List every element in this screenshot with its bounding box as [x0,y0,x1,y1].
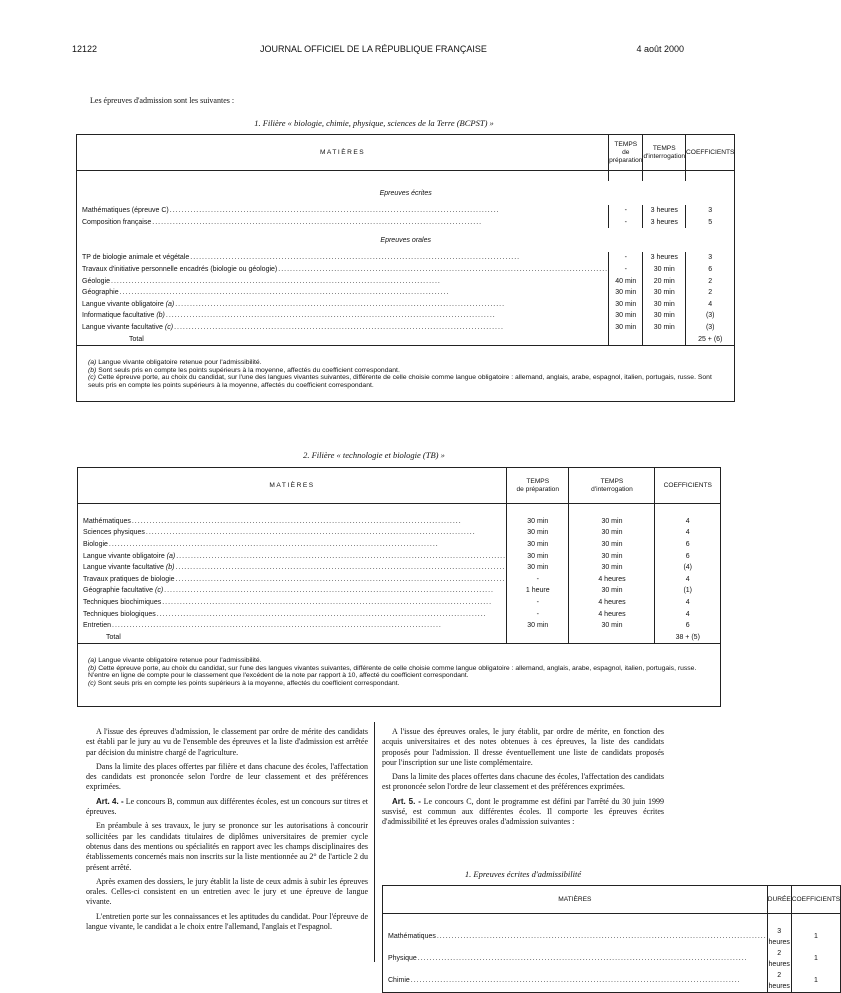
value-cell: 30 min [643,264,686,276]
subject-cell: Techniques biochimiques................................................................................................................ [78,597,507,609]
table-row [78,527,721,539]
col-header-matieres: MATIÈRES [78,468,507,504]
value-cell: 30 min [507,562,569,574]
value-cell: 3 heures [643,217,686,229]
value-cell: 20 min [643,275,686,287]
col-header-coef: COEFFICIENTS [686,135,735,171]
value-cell: 2 [686,275,735,287]
table-row [78,550,721,562]
subject-cell: Langue vivante obligatoire (a)................................................................................................................ [78,550,507,562]
subject-cell: Informatique facultative (b)................................................................................................................ [77,310,609,322]
value-cell: 6 [655,620,721,632]
intro-text: Les épreuves d'admission sont les suivantes : [90,96,235,105]
subject-cell: Langue vivante obligatoire (a)................................................................................................................ [77,299,609,311]
value-cell: 30 min [507,620,569,632]
subject-cell: Géographie facultative (c)................................................................................................................ [78,585,507,597]
value-cell: 3 [686,205,735,217]
value-cell: 30 min [569,527,655,539]
col-header-coef: COEFFICIENTS [655,468,721,504]
paragraph: A l'issue des épreuves d'admission, le classement par ordre de mérite des candidats est établi par le jury au vu de l'ensemble des épreuves et la liste d'admission est arrêtée par décision du ministre chargé de l'agriculture. [86,727,368,757]
value-cell: 2 heures [768,949,790,968]
value-cell: - [507,608,569,620]
col-header-matieres: MATIÈRES [383,886,768,914]
value-cell: 30 min [569,550,655,562]
page-header [72,44,684,58]
footnote: (b) Cette épreuve porte, au choix du candidat, sur l'une des langues vivantes suivantes, différente de celle choisie comme langue obligatoire : allemand, anglais, arabe, espagnol, italien, portugais, russe. N'entre en ligne de compte pour le classement que l'excédent de la note par rapport à 10, affecté du coefficient correspondant. [88,664,697,680]
value-cell: 30 min [507,539,569,551]
subject-cell: Mathématiques (épreuve C)................................................................................................................ [77,205,609,217]
value-cell: 30 min [507,550,569,562]
value-cell: 2 [686,287,735,299]
table-row [383,926,841,948]
subject-cell: Sciences physiques................................................................................................................ [78,527,507,539]
left-column [86,727,368,936]
table-row [78,620,721,632]
value-cell: 30 min [643,322,686,334]
col-header-duree: DURÉE [767,886,791,914]
paragraph: En préambule à ses travaux, le jury se prononce sur les autorisations à concourir sollicitées par les candidats titulaires de diplômes universitaires de premier cycle obtenus dans des mentions ou spécialités en rapport avec les champs disciplinaires des établissements concernés mais non inscrits sur la liste mentionnée au 2° de l'article 2 du présent arrêté. [86,821,368,872]
value-cell: 2 heures [767,970,791,993]
table-row [383,970,841,993]
value-cell: 30 min [507,516,569,528]
value-cell: 1 [791,948,840,970]
value-cell: 6 [686,264,735,276]
value-cell: 4 [655,597,721,609]
subject-cell: Géographie................................................................................................................ [77,287,609,299]
table-row [78,562,721,574]
table-row [78,608,721,620]
value-cell: 4 [686,299,735,311]
subheading-oral: Epreuves orales [380,236,431,244]
value-cell: 4 heures [569,608,655,620]
value-cell: 30 min [569,562,655,574]
article-5: Art. 5. - Le concours C, dont le programme est défini par l'arrêté du 30 juin 1999 susvisé, est commun aux différentes écoles. Il comporte les épreuves écrites d'admissibilité et les épreuves orales d'admission suivantes : [382,796,665,827]
subject-cell: Mathématiques................................................................................................................ [78,516,507,528]
subject-cell: Physique................................................................................................................ [383,948,768,970]
value-cell: 1 [791,926,840,948]
footnote: (a) Langue vivante obligatoire retenue pour l'admissibilité. [88,657,262,664]
table-row [77,322,735,334]
footnote: (c) Cette épreuve porte, au choix du candidat, sur l'une des langues vivantes suivantes, différente de celle choisie comme langue obligatoire : allemand, anglais, arabe, espagnol, italien, portugais, russe. Sont seuls pris en compte les points supérieurs à la moyenne, affectés du coefficient correspondant. [88,374,712,389]
col-header-prep: TEMPS de préparation [609,135,643,171]
subject-cell: Langue vivante facultative (c)................................................................................................................ [77,322,609,334]
paragraph: A l'issue des épreuves orales, le jury établit, par ordre de mérite, en fonction des acquis universitaires et des notes obtenues à ces épreuves, la liste des candidats proposés pour l'admission. Il dresse éventuellement une liste de candidats proposés pour l'inscription sur une liste complémentaire. [382,727,664,767]
value-cell: 6 [655,539,721,551]
table-row [77,217,735,229]
value-cell: 3 heures [643,252,686,264]
value-cell: 3 [686,252,735,264]
table-row-total [77,333,735,345]
value-cell: 30 min [569,585,655,597]
section2-title: 2. Filière « technologie et biologie (TB) » [303,450,445,460]
value-cell: 30 min [569,516,655,528]
value-cell: 3 heures [643,205,686,217]
table-concours-c [382,885,841,993]
article-4: Art. 4. - Le concours B, commun aux différentes écoles, est un concours sur titres et épreuves. [86,796,369,817]
paragraph: Dans la limite des places offertes dans chacune des écoles, l'affectation des candidats est prononcée selon l'ordre de leur classement et des préférences exprimées. [382,772,664,792]
total-value: 25 + (6) [686,333,735,345]
table-row [78,539,721,551]
subject-cell: Composition française................................................................................................................ [77,217,609,229]
table-row [77,299,735,311]
subject-cell: Géologie................................................................................................................ [77,275,609,287]
value-cell: 5 [686,217,735,229]
value-cell: 30 min [609,287,643,299]
footnote: (c) Sont seuls pris en compte les points supérieurs à la moyenne, affectés du coefficient correspondant. [88,679,400,687]
notes-section1 [88,359,716,389]
value-cell: 4 heures [569,597,655,609]
subject-cell: Biologie................................................................................................................ [78,539,507,551]
value-cell: (3) [686,310,735,322]
table-row [77,275,735,287]
table-row [78,585,721,597]
value-cell: 4 [655,527,721,539]
value-cell: - [609,252,643,264]
subject-cell: Travaux d'initiative personnelle encadrés (biologie ou géologie)................................................................................................................ [77,264,609,276]
col-header-matieres: MATIÈRES [77,135,609,171]
value-cell: 4 [655,608,721,620]
right-column [382,727,664,832]
table-row [78,516,721,528]
value-cell: 30 min [609,299,643,311]
table-row [78,574,721,586]
table-row [383,948,841,970]
paragraph: L'entretien porte sur les connaissances et les aptitudes du candidat. Pour l'épreuve de langue vivante, le candidat a le choix entre l'allemand, l'anglais et l'espagnol. [86,911,368,932]
value-cell: 1 [791,970,840,993]
table-row-total [78,632,721,644]
col-header-coef: COEFFICIENTS [791,886,840,914]
value-cell: 30 min [609,322,643,334]
value-cell: (4) [655,562,721,574]
notes-section2 [88,657,716,687]
table-row [77,287,735,299]
section3-title: 1. Epreuves écrites d'admissibilité [464,869,582,879]
value-cell: 30 min [507,527,569,539]
total-label: Total [129,335,144,343]
section1-title: 1. Filière « biologie, chimie, physique, sciences de la Terre (BCPST) » [254,118,494,128]
column-divider [374,722,375,962]
value-cell: 30 min [569,539,655,551]
value-cell: (3) [686,322,735,334]
value-cell: 1 heure [507,585,569,597]
footnote: (a) Langue vivante obligatoire retenue pour l'admissibilité. [88,359,262,366]
subject-cell: Chimie................................................................................................................ [383,970,768,993]
issue-date: 4 août 2000 [636,44,684,54]
subject-cell: TP de biologie animale et végétale................................................................................................................ [77,252,609,264]
value-cell: - [609,205,643,217]
table-row [77,205,735,217]
value-cell: - [507,574,569,586]
value-cell: (1) [655,585,721,597]
page-number: 12122 [72,44,98,54]
col-header-interro: TEMPS d'interrogation [569,468,655,504]
value-cell: 4 heures [569,574,655,586]
value-cell: 30 min [643,287,686,299]
value-cell: 30 min [569,620,655,632]
total-value: 38 + (5) [655,632,721,644]
value-cell: - [609,264,643,276]
value-cell: 6 [655,550,721,562]
journal-title: JOURNAL OFFICIEL DE LA RÉPUBLIQUE FRANÇAISE [260,44,487,54]
total-label: Total [106,633,121,641]
footnote: (b) Sont seuls pris en compte les points supérieurs à la moyenne, affectés du coefficient correspondant. [88,366,400,374]
col-header-interro: TEMPS d'interrogation [643,135,686,171]
paragraph: Après examen des dossiers, le jury établit la liste de ceux admis à subir les épreuves orales. Celles-ci consistent en un entretien avec le jury et une épreuve de langue vivante. [86,876,368,907]
value-cell: - [507,597,569,609]
subject-cell: Mathématiques................................................................................................................ [383,926,768,948]
subject-cell: Entretien................................................................................................................ [78,620,507,632]
value-cell: - [609,217,643,229]
subject-cell: Travaux pratiques de biologie................................................................................................................ [78,574,507,586]
value-cell: 3 heures [768,927,790,946]
value-cell: 4 [655,574,721,586]
col-header-prep: TEMPS de préparation [507,468,569,504]
value-cell: 40 min [609,275,643,287]
subject-cell: Techniques biologiques................................................................................................................ [78,608,507,620]
value-cell: 30 min [643,310,686,322]
table-row [77,310,735,322]
paragraph: Dans la limite des places offertes par filière et dans chacune des écoles, l'affectation des candidats est prononcée selon l'ordre de leur classement et des préférences exprimées. [86,761,368,792]
value-cell: 30 min [643,299,686,311]
value-cell: 30 min [609,310,643,322]
table-row [78,597,721,609]
table-row [77,252,735,264]
subheading-written: Epreuves écrites [379,189,432,197]
subject-cell: Langue vivante facultative (b)................................................................................................................ [78,562,507,574]
value-cell: 4 [655,516,721,528]
table-row [77,264,735,276]
